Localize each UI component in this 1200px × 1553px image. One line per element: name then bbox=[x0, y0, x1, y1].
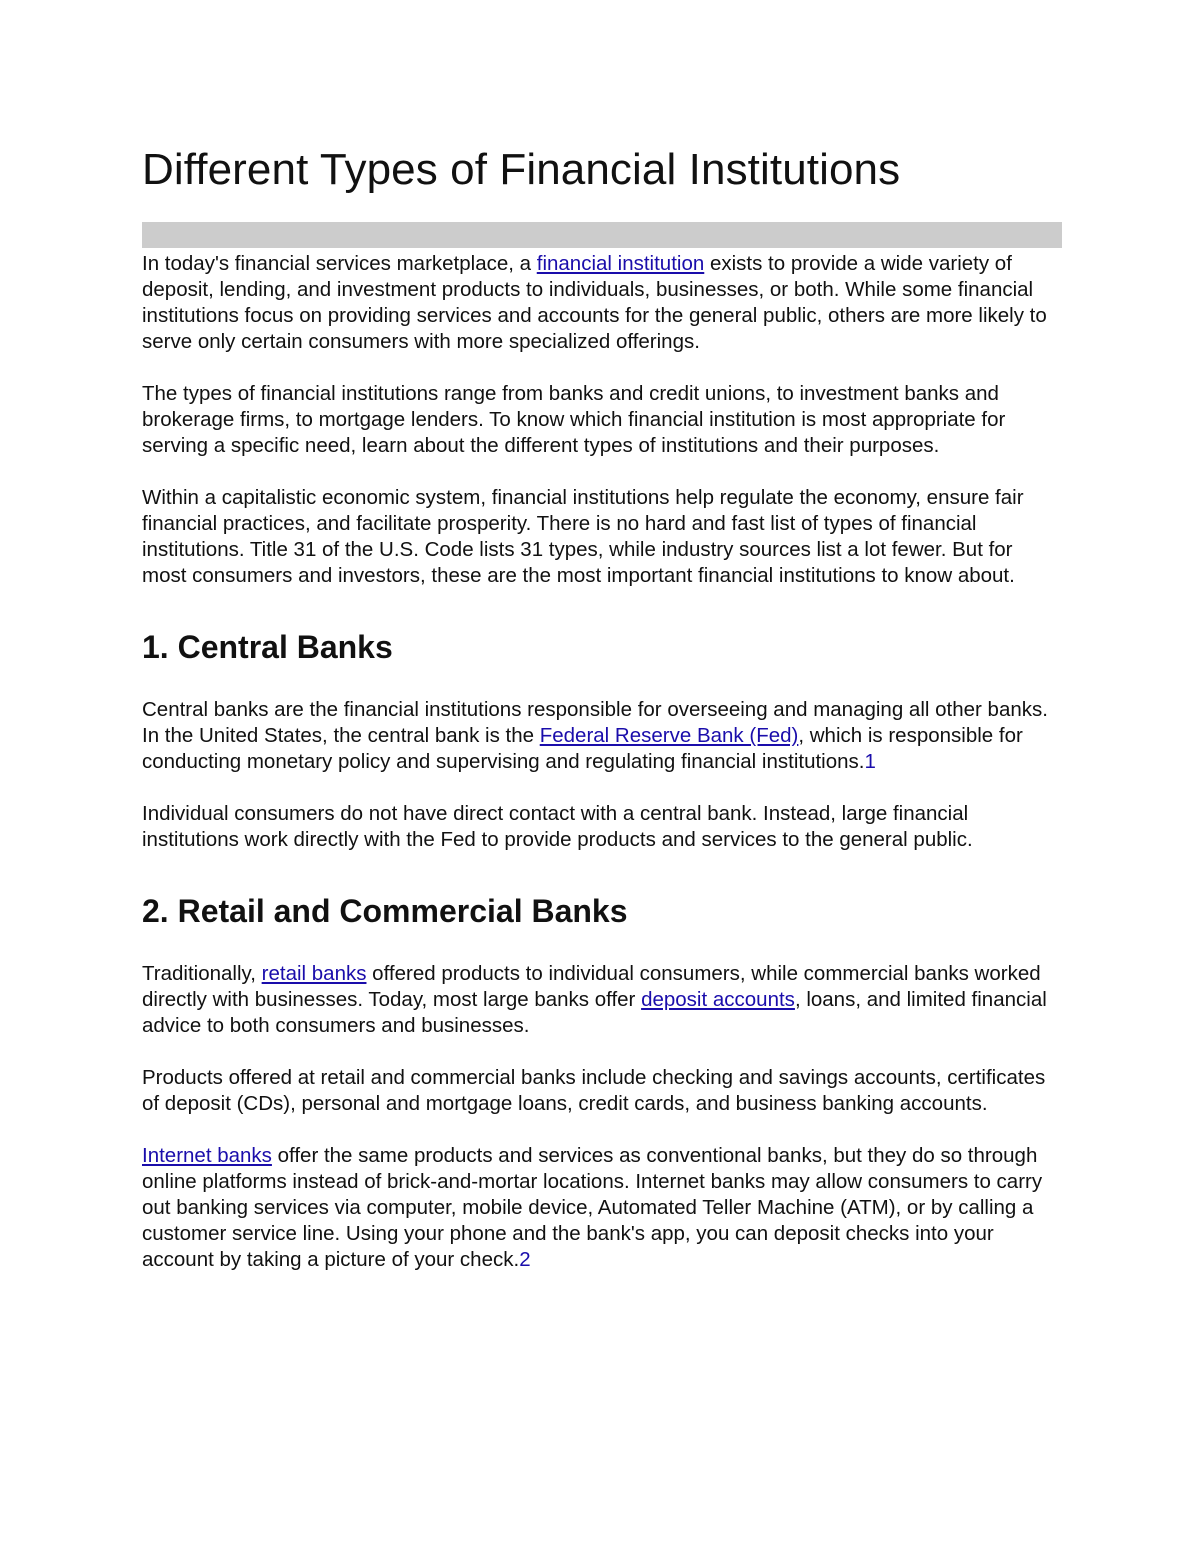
central-p1-text-after: , which is responsible for conducting monetary policy and supervising and regulating financial institutions. bbox=[142, 724, 1023, 773]
central-banks-paragraph-1 bbox=[142, 697, 1062, 775]
internet-banks-link[interactable]: Internet banks bbox=[142, 1144, 272, 1167]
retail-p1-text-before: Traditionally, bbox=[142, 962, 262, 985]
federal-reserve-link[interactable]: Federal Reserve Bank (Fed) bbox=[539, 724, 799, 747]
section-heading-central-banks: 1. Central Banks bbox=[142, 629, 393, 665]
internet-banks-text: offer the same products and services as conventional banks, but they do so through online platforms instead of brick-and-mortar locations. Internet banks may allow consumers to carry out banking services via computer, mobile device, Automated Teller Machine (ATM), or by calling a customer service line. Using your phone and the bank's app, you can deposit checks into your account by taking a picture of your check. bbox=[142, 1144, 1043, 1271]
intro-paragraph-2: The types of financial institutions range from banks and credit unions, to investment banks and brokerage firms, to mortgage lenders. To know which financial institution is most appropriate for serving a specific need, learn about the different types of institutions and their purposes. bbox=[142, 382, 1006, 457]
retail-banks-link[interactable]: retail banks bbox=[261, 962, 367, 985]
footnote-ref-1[interactable]: 1 bbox=[864, 750, 876, 773]
section-heading-retail-commercial-banks: 2. Retail and Commercial Banks bbox=[142, 893, 628, 929]
intro-p1-text-after: exists to provide a wide variety of deposit, lending, and investment products to individuals, businesses, or both. While some financial institutions focus on providing services and accounts for the general public, others are more likely to serve only certain consumers with more specialized offerings. bbox=[142, 252, 1047, 353]
retail-banks-paragraph-2: Products offered at retail and commercial banks include checking and savings accounts, certificates of deposit (CDs), personal and mortgage loans, credit cards, and business banking accounts. bbox=[142, 1066, 1046, 1115]
intro-paragraph-1 bbox=[142, 251, 1062, 355]
central-p1-text-before: Central banks are the financial institutions responsible for overseeing and managing all other banks. In the United States, the central bank is the bbox=[142, 698, 1048, 747]
intro-p1-text-before: In today's financial services marketplace, a bbox=[142, 252, 537, 275]
document-page bbox=[142, 140, 1062, 1273]
title-divider-bar bbox=[142, 222, 1062, 248]
intro-paragraph-3: Within a capitalistic economic system, financial institutions help regulate the economy, ensure fair financial practices, and facilitate prosperity. There is no hard and fast list of types of financial institutions. Title 31 of the U.S. Code lists 31 types, while industry sources list a lot fewer. But for most consumers and investors, these are the most important financial institutions to know about. bbox=[142, 486, 1024, 587]
deposit-accounts-link[interactable]: deposit accounts bbox=[641, 988, 795, 1011]
page-title: Different Types of Financial Institutions bbox=[142, 145, 901, 194]
footnote-ref-2[interactable]: 2 bbox=[519, 1248, 531, 1271]
retail-banks-paragraph-1 bbox=[142, 961, 1062, 1039]
internet-banks-paragraph bbox=[142, 1143, 1062, 1273]
central-banks-paragraph-2: Individual consumers do not have direct contact with a central bank. Instead, large financial institutions work directly with the Fed to provide products and services to the general public. bbox=[142, 802, 973, 851]
financial-institution-link[interactable]: financial institution bbox=[536, 252, 705, 275]
retail-p1-text-mid: offered products to individual consumers, while commercial banks worked directly with businesses. Today, most large banks offer bbox=[142, 962, 1041, 1011]
retail-p1-text-after: , loans, and limited financial advice to both consumers and businesses. bbox=[142, 988, 1047, 1037]
